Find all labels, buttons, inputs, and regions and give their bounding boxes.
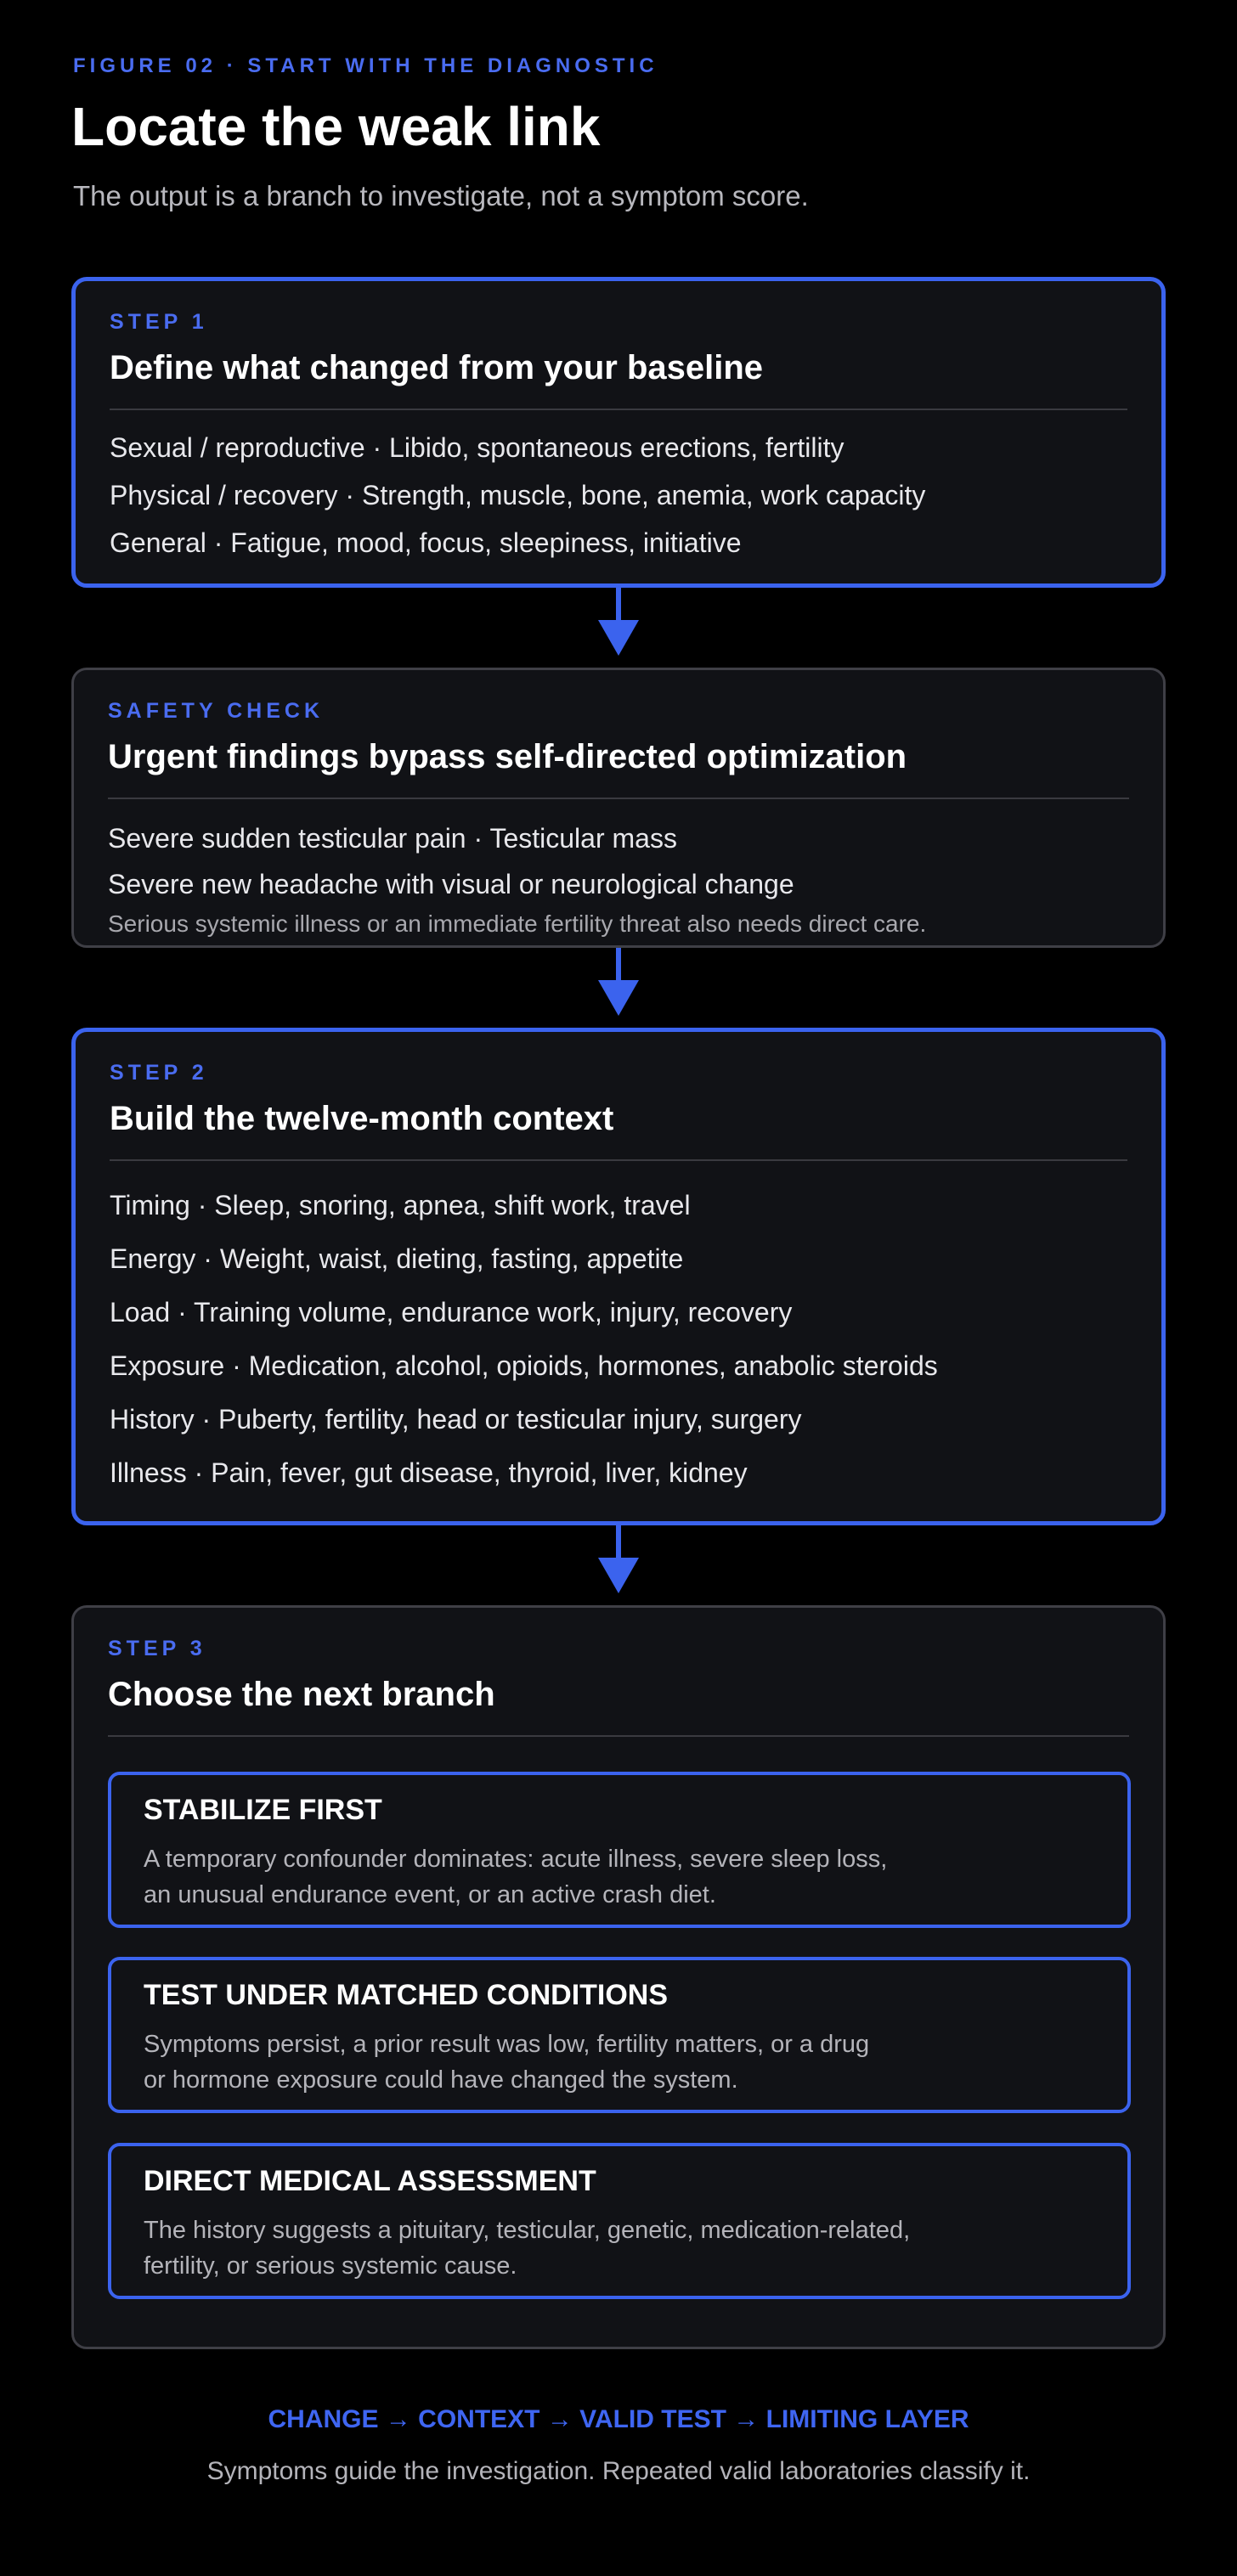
step2-line: Illness · Pain, fever, gut disease, thyroid, liver, kidney (110, 1457, 748, 1488)
step3-label: STEP 3 (108, 1637, 206, 1660)
step1-line: General · Fatigue, mood, focus, sleepiness, initiative (110, 527, 742, 558)
step2-line: Load · Training volume, endurance work, injury, recovery (110, 1297, 793, 1327)
step3-divider (108, 1735, 1129, 1737)
page-subtitle: The output is a branch to investigate, not a symptom score. (73, 180, 809, 211)
step2-line: Energy · Weight, waist, dieting, fasting, appetite (110, 1243, 684, 1274)
branch-description-line: Symptoms persist, a prior result was low, fertility matters, or a drug (144, 2031, 870, 2058)
branch-description-line: or hormone exposure could have changed the system. (144, 2066, 738, 2094)
step1-heading: Define what changed from your baseline (110, 349, 764, 386)
page-title: Locate the weak link (71, 96, 601, 157)
figure-eyebrow: FIGURE 02 · START WITH THE DIAGNOSTIC (73, 54, 658, 77)
safety-divider (108, 798, 1129, 799)
footer-note: Symptoms guide the investigation. Repeated valid laboratories classify it. (206, 2457, 1031, 2485)
branch-direct-medical (108, 2143, 1131, 2299)
safety-label: SAFETY CHECK (108, 699, 325, 723)
step1-divider (110, 409, 1127, 410)
branch-description-line: The history suggests a pituitary, testicular, genetic, medication-related, (144, 2217, 911, 2244)
step2-card (71, 1028, 1166, 1525)
step1-line: Sexual / reproductive · Libido, spontaneous erections, fertility (110, 432, 844, 463)
flow-summary: CHANGE → CONTEXT → VALID TEST → LIMITING LAYER (268, 2405, 969, 2433)
flow-arrow-icon (595, 588, 642, 659)
branch-title: TEST UNDER MATCHED CONDITIONS (144, 1979, 669, 2011)
branch-description (144, 2026, 869, 2098)
branch-test-matched (108, 1957, 1131, 2113)
branch-description-line: fertility, or serious systemic cause. (144, 2252, 517, 2280)
step1-label: STEP 1 (110, 310, 208, 334)
flow-arrow-icon (595, 948, 642, 1019)
step2-divider (110, 1159, 1127, 1161)
branch-description (144, 1841, 887, 1913)
safety-line: Severe sudden testicular pain · Testicular mass (108, 823, 677, 854)
safety-note: Serious systemic illness or an immediate fertility threat also needs direct care. (108, 910, 927, 937)
step3-card (71, 1605, 1166, 2349)
safety-heading: Urgent findings bypass self-directed optimization (108, 738, 907, 775)
branch-stabilize-first (108, 1772, 1131, 1928)
safety-line: Severe new headache with visual or neurological change (108, 869, 794, 899)
step1-line: Physical / recovery · Strength, muscle, bone, anemia, work capacity (110, 480, 926, 510)
safety-check-card (71, 668, 1166, 948)
branch-description (144, 2212, 910, 2284)
step2-line: Timing · Sleep, snoring, apnea, shift work, travel (110, 1190, 691, 1220)
step2-label: STEP 2 (110, 1061, 208, 1085)
flow-arrow-icon (595, 1525, 642, 1597)
step1-card (71, 277, 1166, 588)
step3-heading: Choose the next branch (108, 1676, 495, 1713)
step2-line: History · Puberty, fertility, head or testicular injury, surgery (110, 1404, 802, 1435)
step2-heading: Build the twelve-month context (110, 1100, 614, 1137)
branch-title: STABILIZE FIRST (144, 1794, 382, 1826)
step2-line: Exposure · Medication, alcohol, opioids, hormones, anabolic steroids (110, 1350, 938, 1381)
branch-title: DIRECT MEDICAL ASSESSMENT (144, 2165, 596, 2197)
branch-description-line: an unusual endurance event, or an active crash diet. (144, 1881, 716, 1908)
branch-description-line: A temporary confounder dominates: acute illness, severe sleep loss, (144, 1846, 888, 1873)
